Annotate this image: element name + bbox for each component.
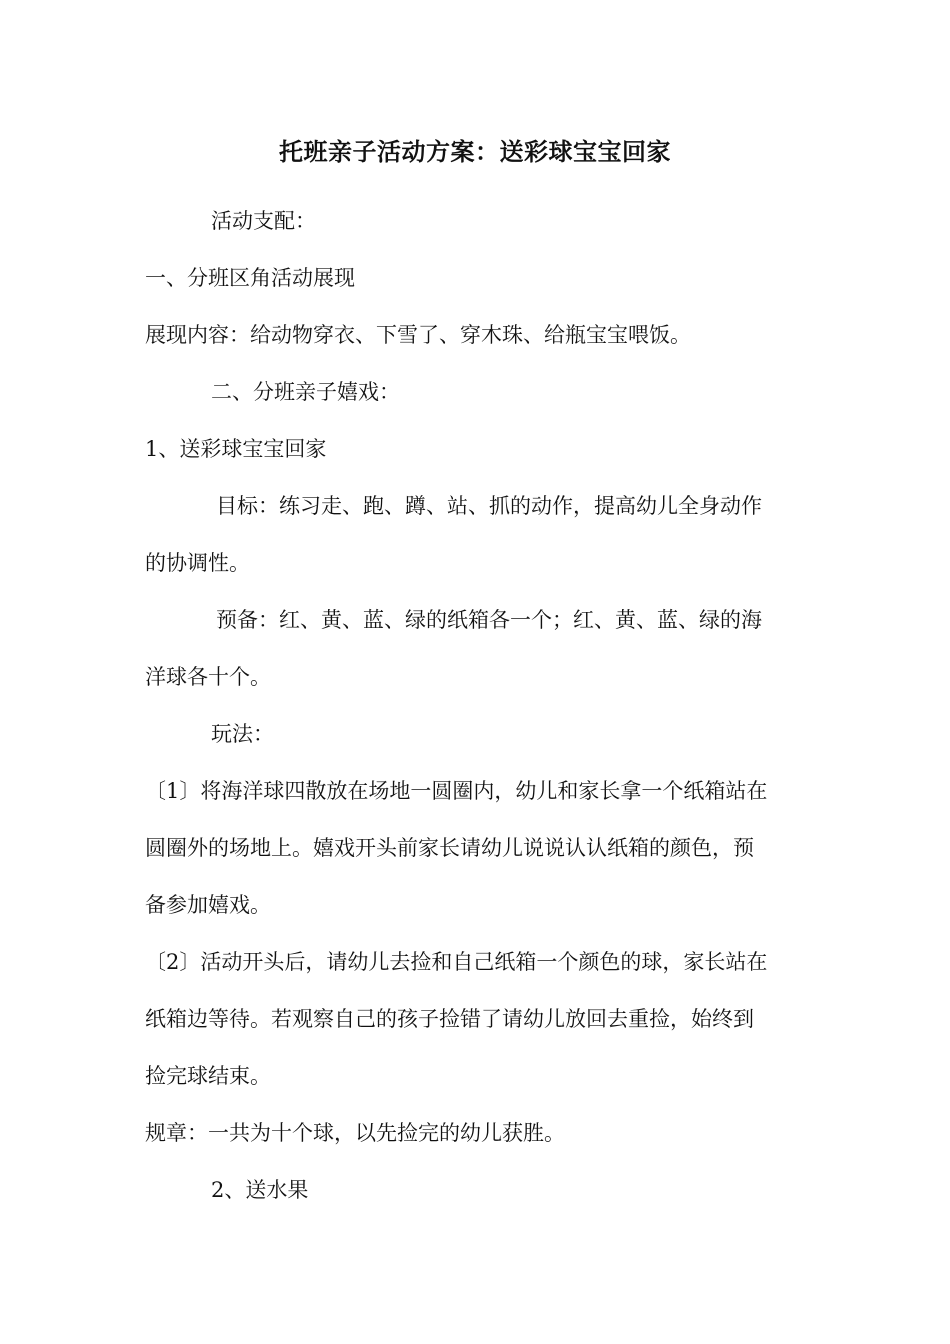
step-two-line-3: 捡完球结束。 [145, 1064, 271, 1088]
game-two-heading: 2、送水果 [211, 1178, 309, 1202]
goal-line: 目标：练习走、跑、蹲、站、抓的动作，提高幼儿全身动作 [216, 494, 762, 518]
preparation-line-continued: 洋球各十个。 [145, 665, 271, 689]
step-two-line-2: 纸箱边等待。若观察自己的孩子捡错了请幼儿放回去重捡，始终到 [145, 1007, 754, 1031]
display-content-line: 展现内容：给动物穿衣、下雪了、穿木珠、给瓶宝宝喂饭。 [145, 323, 691, 347]
game-one-heading: 1、送彩球宝宝回家 [145, 437, 327, 461]
goal-line-continued: 的协调性。 [145, 551, 250, 575]
section-two-heading: 二、分班亲子嬉戏： [211, 380, 400, 404]
document-title: 托班亲子活动方案：送彩球宝宝回家 [279, 137, 671, 166]
step-two-line-1: 〔2〕活动开头后，请幼儿去捡和自己纸箱一个颜色的球，家长站在 [145, 950, 768, 974]
step-one-line-2: 圆圈外的场地上。嬉戏开头前家长请幼儿说说认认纸箱的颜色，预 [145, 836, 754, 860]
gameplay-heading: 玩法： [211, 722, 274, 746]
preparation-line: 预备：红、黄、蓝、绿的纸箱各一个；红、黄、蓝、绿的海 [216, 608, 762, 632]
step-one-line-3: 备参加嬉戏。 [145, 893, 271, 917]
step-one-line-1: 〔1〕将海洋球四散放在场地一圆圈内，幼儿和家长拿一个纸箱站在 [145, 779, 768, 803]
rules-line: 规章：一共为十个球，以先捡完的幼儿获胜。 [145, 1121, 565, 1145]
activity-arrangement-heading: 活动支配： [211, 209, 316, 233]
section-one-heading: 一、分班区角活动展现 [145, 266, 355, 290]
